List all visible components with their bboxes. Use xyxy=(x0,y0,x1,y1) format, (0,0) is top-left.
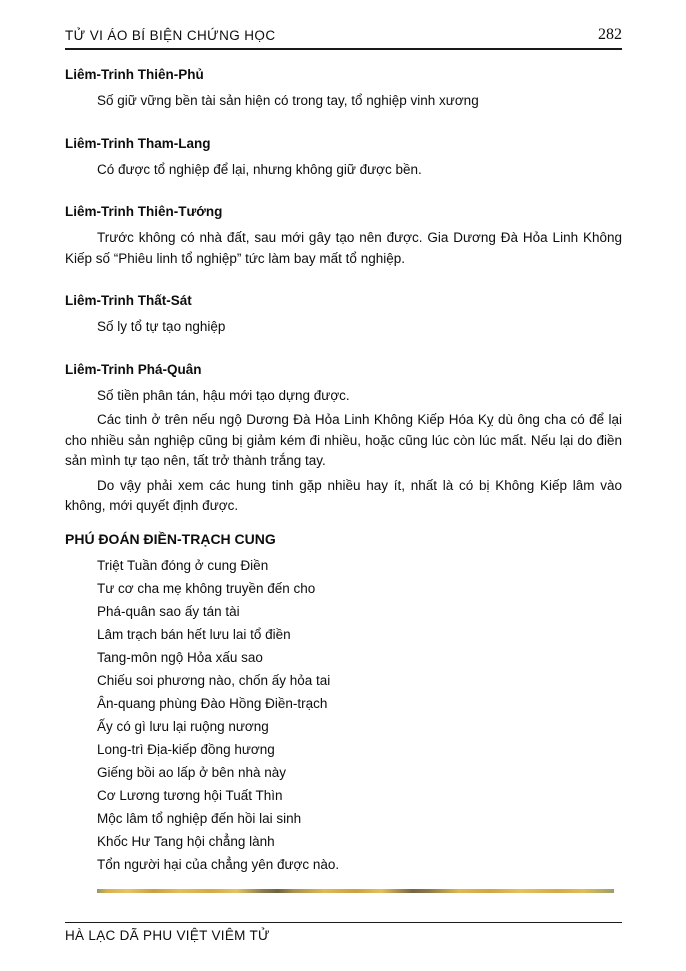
section-paragraph: Có được tổ nghiệp để lại, nhưng không giữ được bền. xyxy=(97,161,422,177)
section-liem-trinh-thien-phu xyxy=(65,67,622,112)
footer-text: HÀ LẠC DÃ PHU VIỆT VIÊM TỬ xyxy=(65,928,270,943)
poem-heading: PHÚ ĐOÁN ĐIỀN-TRẠCH CUNG xyxy=(65,530,276,547)
header-title: TỬ VI ÁO BÍ BIỆN CHỨNG HỌC xyxy=(65,28,276,43)
poem-line: Cơ Lương tương hội Tuất Thìn xyxy=(97,787,283,803)
section-paragraph: Số giữ vững bền tài sản hiện có trong tay, tổ nghiệp vinh xương xyxy=(97,93,479,108)
section-heading: Liêm-Trinh Thiên-Tướng xyxy=(65,204,223,219)
poem-line: Ân-quang phùng Đào Hồng Điền-trạch xyxy=(97,695,328,711)
poem-line: Tư cơ cha mẹ không truyền đến cho xyxy=(97,580,316,596)
section-heading: Liêm-Trinh Tham-Lang xyxy=(65,135,211,151)
section-paragraph: Các tinh ở trên nếu ngộ Dương Đà Hỏa Linh Không Kiếp Hóa Kỵ dù ông cha có để lại cho nhiều sản nghiệp cũng bị giảm kém đi nhiều, hoặc cũng lúc còn lúc mất. Nếu lại do điền sản mình tự tạo nên, tất trở thành trắng tay. xyxy=(65,412,622,468)
poem-line: Chiếu soi phương nào, chốn ấy hỏa tai xyxy=(97,672,331,688)
section-heading: Liêm-Trinh Thiên-Phủ xyxy=(65,67,204,82)
poem-line: Lâm trạch bán hết lưu lai tổ điền xyxy=(97,626,291,642)
section-heading: Liêm-Trinh Thất-Sát xyxy=(65,293,192,308)
poem-line: Ấy có gì lưu lại ruộng nương xyxy=(97,718,269,734)
page-footer xyxy=(65,922,622,943)
page-number: 282 xyxy=(598,26,622,43)
poem-line: Tổn người hại của chẳng yên được nào. xyxy=(97,856,340,872)
poem-line: Phá-quân sao ấy tán tài xyxy=(97,603,240,619)
section-liem-trinh-pha-quan xyxy=(65,362,622,517)
section-phu-doan-dien-trach-cung xyxy=(65,531,622,876)
gold-divider-bar xyxy=(97,889,614,893)
section-paragraph: Số tiền phân tán, hậu mới tạo dựng được. xyxy=(97,387,350,403)
section-liem-trinh-that-sat xyxy=(65,293,622,338)
poem-line: Mộc lâm tổ nghiệp đến hồi lai sinh xyxy=(97,810,302,826)
poem-line: Giếng bồi ao lấp ở bên nhà này xyxy=(97,764,286,780)
poem-line: Triệt Tuần đóng ở cung Điền xyxy=(97,557,269,573)
poem-line: Khốc Hư Tang hội chẳng lành xyxy=(97,833,275,849)
section-liem-trinh-thien-tuong xyxy=(65,204,622,269)
page-header xyxy=(65,0,622,50)
section-paragraph: Trước không có nhà đất, sau mới gây tạo nên được. Gia Dương Đà Hỏa Linh Không Kiếp số “Phiêu linh tổ nghiệp” tức làm bay mất tổ nghiệp. xyxy=(65,230,622,266)
page-content xyxy=(65,67,622,876)
section-paragraph: Số ly tổ tự tạo nghiệp xyxy=(97,319,226,334)
section-liem-trinh-tham-lang xyxy=(65,136,622,181)
poem-line: Long-trì Địa-kiếp đồng hương xyxy=(97,741,275,757)
section-heading: Liêm-Trinh Phá-Quân xyxy=(65,361,202,377)
section-paragraph: Do vậy phải xem các hung tinh gặp nhiều hay ít, nhất là có bị Không Kiếp lâm vào không, mới quyết định được. xyxy=(65,477,622,513)
poem-line: Tang-môn ngộ Hỏa xấu sao xyxy=(97,649,263,665)
